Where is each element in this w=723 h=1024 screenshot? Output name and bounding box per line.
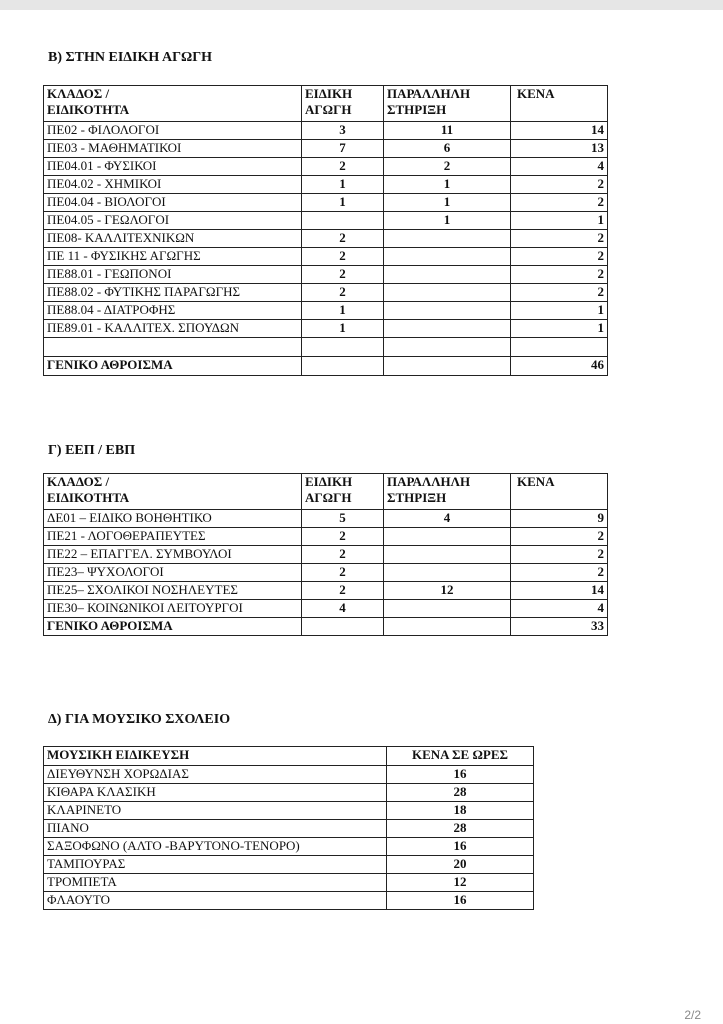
table-row [44,874,534,892]
cell-eidiki: 2 [302,230,384,248]
cell-specialty: ΠΙΑΝΟ [44,820,387,838]
music-school-table [43,746,534,910]
cell-eidiki: 1 [302,176,384,194]
cell-eidiki: 1 [302,320,384,338]
cell-parallili [384,284,511,302]
cell-parallili: 11 [384,122,511,140]
table-row [44,230,608,248]
table-row [44,284,608,302]
cell-klados: ΠΕ04.05 - ΓΕΩΛΟΓΟΙ [44,212,302,230]
cell-klados: ΠΕ04.02 - ΧΗΜΙΚΟΙ [44,176,302,194]
cell-klados: ΠΕ03 - ΜΑΘΗΜΑΤΙΚΟΙ [44,140,302,158]
cell-parallili [384,320,511,338]
cell-kena: 2 [511,564,608,582]
section-b-title: Β) ΣΤΗΝ ΕΙΔΙΚΗ ΑΓΩΓΗ [48,50,213,65]
table-row [44,122,608,140]
cell-klados: ΠΕ88.01 - ΓΕΩΠΟΝΟΙ [44,266,302,284]
table-row [44,564,608,582]
cell-hours: 16 [387,892,534,910]
header-parallili: ΠΑΡΑΛΛΗΛΗ ΣΤΗΡΙΞΗ [384,86,511,122]
cell-parallili: 1 [384,194,511,212]
cell-klados: ΠΕ04.04 - ΒΙΟΛΟΓΟΙ [44,194,302,212]
cell-eidiki: 2 [302,248,384,266]
table-row [44,546,608,564]
cell-kena: 2 [511,266,608,284]
table-row [44,820,534,838]
table-row [44,838,534,856]
table-row [44,212,608,230]
cell-specialty: ΚΙΘΑΡΑ ΚΛΑΣΙΚΗ [44,784,387,802]
cell-hours: 16 [387,838,534,856]
cell-parallili: 2 [384,158,511,176]
cell-klados: ΠΕ88.04 - ΔΙΑΤΡΟΦΗΣ [44,302,302,320]
cell-kena: 2 [511,284,608,302]
cell-eidiki: 1 [302,302,384,320]
cell-eidiki [302,212,384,230]
section-d-title: Δ) ΓΙΑ ΜΟΥΣΙΚΟ ΣΧΟΛΕΙΟ [48,712,231,727]
cell-klados: ΠΕ21 - ΛΟΓΟΘΕΡΑΠΕΥΤΕΣ [44,528,302,546]
total-label: ΓΕΝΙΚΟ ΑΘΡΟΙΣΜΑ [44,618,302,636]
cell-eidiki: 2 [302,564,384,582]
cell-klados: ΠΕ23– ΨΥΧΟΛΟΓΟΙ [44,564,302,582]
cell-hours: 16 [387,766,534,784]
cell-eidiki: 5 [302,510,384,528]
cell-parallili [384,564,511,582]
cell-eidiki: 2 [302,266,384,284]
table-row [44,766,534,784]
cell-klados: ΠΕ 11 - ΦΥΣΙΚΗΣ ΑΓΩΓΗΣ [44,248,302,266]
table-header-row [44,474,608,510]
header-specialty: ΜΟΥΣΙΚΗ ΕΙΔΙΚΕΥΣΗ [44,747,387,766]
table-row [44,600,608,618]
table-row [44,176,608,194]
cell-eidiki: 1 [302,194,384,212]
cell-klados: ΠΕ02 - ΦΙΛΟΛΟΓΟΙ [44,122,302,140]
cell-hours: 28 [387,820,534,838]
cell-parallili [384,528,511,546]
cell-kena: 13 [511,140,608,158]
header-hours: ΚΕΝΑ ΣΕ ΩΡΕΣ [387,747,534,766]
cell-specialty: ΤΑΜΠΟΥΡΑΣ [44,856,387,874]
table-row [44,302,608,320]
cell-eidiki: 2 [302,528,384,546]
cell-parallili [384,302,511,320]
cell-eidiki: 2 [302,284,384,302]
table-row [44,266,608,284]
cell-klados: ΠΕ25– ΣΧΟΛΙΚΟΙ ΝΟΣΗΛΕΥΤΕΣ [44,582,302,600]
viewer-top-bar [0,0,723,10]
table-row [44,248,608,266]
cell-kena: 1 [511,320,608,338]
table-row [44,856,534,874]
section-c-title: Γ) ΕΕΠ / ΕΒΠ [48,443,136,458]
cell-parallili [384,266,511,284]
cell-kena: 1 [511,302,608,320]
total-kena: 33 [511,618,608,636]
table-row [44,140,608,158]
cell-klados: ΠΕ30– ΚΟΙΝΩΝΙΚΟΙ ΛΕΙΤΟΥΡΓΟΙ [44,600,302,618]
header-klados: ΚΛΑΔΟΣ / ΕΙΔΙΚΟΤΗΤΑ [44,86,302,122]
cell-kena: 2 [511,194,608,212]
cell-parallili: 4 [384,510,511,528]
cell-kena: 9 [511,510,608,528]
cell-klados: ΠΕ04.01 - ΦΥΣΙΚΟΙ [44,158,302,176]
special-education-table [43,85,608,376]
table-row [44,320,608,338]
cell-klados: ΠΕ89.01 - ΚΑΛΛΙΤΕΧ. ΣΠΟΥΔΩΝ [44,320,302,338]
cell-specialty: ΣΑΞΟΦΩΝΟ (ΑΛΤΟ -ΒΑΡΥΤΟΝΟ-ΤΕΝΟΡΟ) [44,838,387,856]
total-row [44,357,608,376]
table-row [44,528,608,546]
header-kena: ΚΕΝΑ [511,86,608,122]
cell-parallili [384,600,511,618]
eep-ebp-table [43,473,608,636]
cell-parallili: 6 [384,140,511,158]
cell-eidiki: 3 [302,122,384,140]
cell-kena: 4 [511,158,608,176]
cell-parallili [384,546,511,564]
header-klados: ΚΛΑΔΟΣ / ΕΙΔΙΚΟΤΗΤΑ [44,474,302,510]
cell-specialty: ΚΛΑΡΙΝΕΤΟ [44,802,387,820]
total-row [44,618,608,636]
cell-kena: 4 [511,600,608,618]
cell-specialty: ΔΙΕΥΘΥΝΣΗ ΧΟΡΩΔΙΑΣ [44,766,387,784]
cell-hours: 18 [387,802,534,820]
cell-kena: 1 [511,212,608,230]
table-row [44,582,608,600]
cell-specialty: ΦΛΑΟΥΤΟ [44,892,387,910]
cell-kena: 14 [511,122,608,140]
cell-parallili: 1 [384,212,511,230]
cell-klados: ΔΕ01 – ΕΙΔΙΚΟ ΒΟΗΘΗΤΙΚΟ [44,510,302,528]
header-parallili: ΠΑΡΑΛΛΗΛΗ ΣΤΗΡΙΞΗ [384,474,511,510]
table-row [44,802,534,820]
cell-hours: 28 [387,784,534,802]
page-number: 2/2 [684,1008,701,1022]
table-row [44,510,608,528]
cell-parallili [384,230,511,248]
cell-eidiki: 2 [302,546,384,564]
cell-parallili: 1 [384,176,511,194]
header-eidiki: ΕΙΔΙΚΗ ΑΓΩΓΗ [302,86,384,122]
cell-klados: ΠΕ22 – ΕΠΑΓΓΕΛ. ΣΥΜΒΟΥΛΟΙ [44,546,302,564]
cell-hours: 12 [387,874,534,892]
total-label: ΓΕΝΙΚΟ ΑΘΡΟΙΣΜΑ [44,357,302,376]
table-row [44,784,534,802]
cell-eidiki: 2 [302,158,384,176]
table-row [44,158,608,176]
table-row [44,892,534,910]
cell-klados: ΠΕ88.02 - ΦΥΤΙΚΗΣ ΠΑΡΑΓΩΓΗΣ [44,284,302,302]
cell-klados: ΠΕ08- ΚΑΛΛΙΤΕΧΝΙΚΩΝ [44,230,302,248]
cell-kena: 2 [511,546,608,564]
cell-kena: 2 [511,528,608,546]
cell-kena: 14 [511,582,608,600]
cell-eidiki: 4 [302,600,384,618]
cell-parallili: 12 [384,582,511,600]
cell-specialty: ΤΡΟΜΠΕΤΑ [44,874,387,892]
cell-kena: 2 [511,230,608,248]
header-kena: ΚΕΝΑ [511,474,608,510]
cell-eidiki: 2 [302,582,384,600]
table-header-row [44,86,608,122]
cell-eidiki: 7 [302,140,384,158]
table-header-row [44,747,534,766]
cell-kena: 2 [511,248,608,266]
table-row [44,194,608,212]
cell-parallili [384,248,511,266]
total-kena: 46 [511,357,608,376]
cell-kena: 2 [511,176,608,194]
header-eidiki: ΕΙΔΙΚΗ ΑΓΩΓΗ [302,474,384,510]
cell-hours: 20 [387,856,534,874]
empty-row [44,338,608,357]
